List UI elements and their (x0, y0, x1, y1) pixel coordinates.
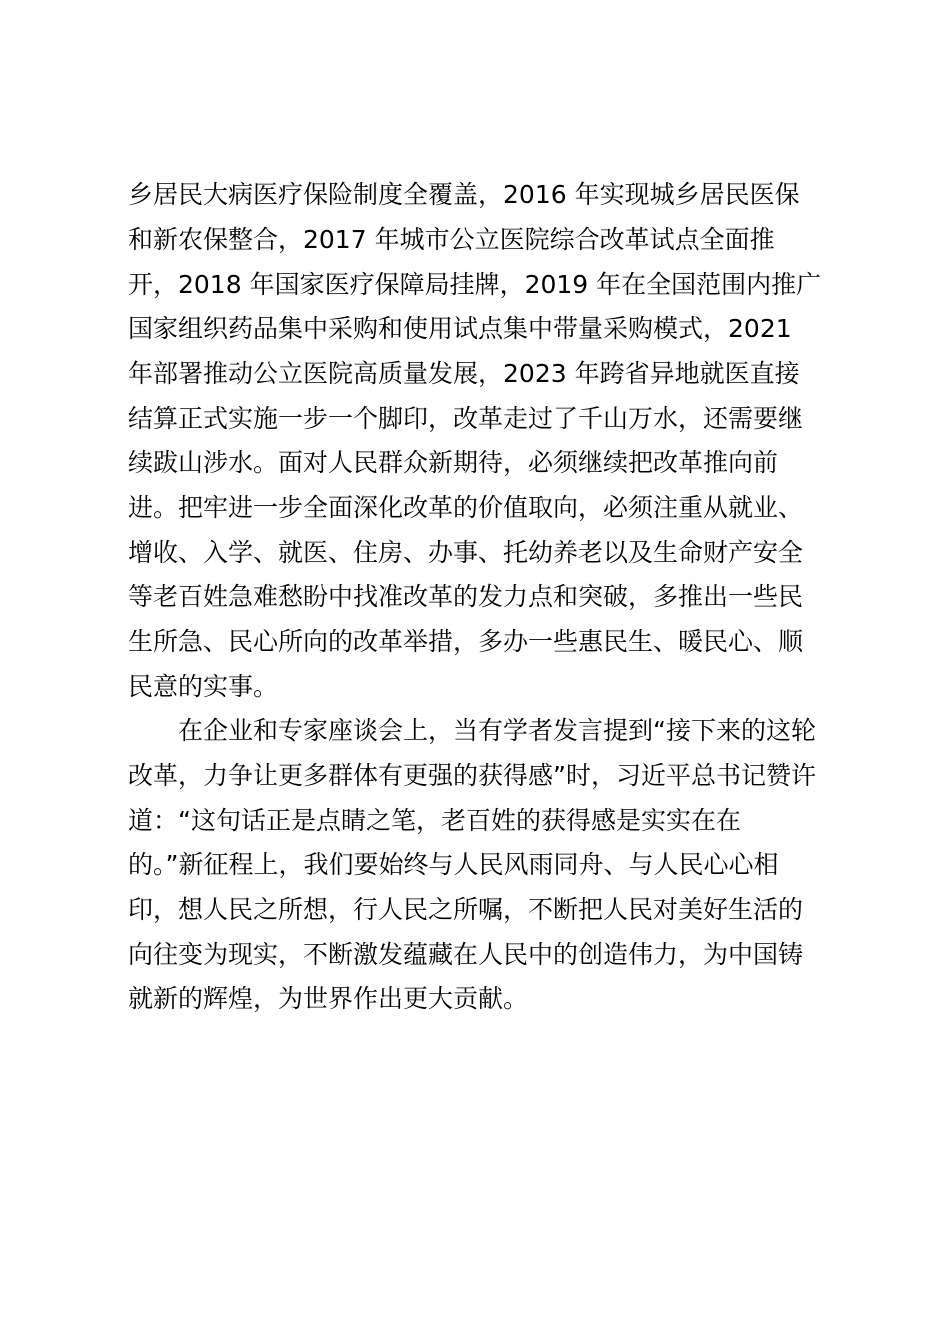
text-line: 的。”新征程上，我们要始终与人民风雨同舟、与人民心心相 (128, 850, 779, 879)
text-line: 结算正式实施一步一个脚印，改革走过了千山万水，还需要继 (128, 404, 804, 433)
text-line: 改革，力争让更多群体有更强的获得感”时，习近平总书记赞许 (128, 761, 816, 790)
text-line: 开，2018 年国家医疗保障局挂牌，2019 年在全国范围内推广 (128, 270, 822, 299)
text-line: 年部署推动公立医院高质量发展，2023 年跨省异地就医直接 (128, 359, 800, 388)
text-line: 乡居民大病医疗保险制度全覆盖，2016 年实现城乡居民医保 (128, 180, 800, 209)
paragraph-start-line: 在企业和专家座谈会上，当有学者发言提到“接下来的这轮 (128, 716, 816, 745)
text-line: 进。把牢进一步全面深化改革的价值取向，必须注重从就业、 (128, 493, 804, 522)
text-line: 国家组织药品集中采购和使用试点集中带量采购模式，2021 (128, 314, 792, 343)
text-line: 增收、入学、就医、住房、办事、托幼养老以及生命财产安全 (128, 538, 804, 567)
text-line: 向往变为现实，不断激发蕴藏在人民中的创造伟力，为中国铸 (128, 940, 804, 969)
text-line: 和新农保整合，2017 年城市公立医院综合改革试点全面推 (128, 225, 775, 254)
text-line: 续跋山涉水。面对人民群众新期待，必须继续把改革推向前 (128, 448, 779, 477)
text-line: 印，想人民之所想，行人民之所嘱，不断把人民对美好生活的 (128, 895, 804, 924)
text-line: 等老百姓急难愁盼中找准改革的发力点和突破，多推出一些民 (128, 582, 804, 611)
text-line: 民意的实事。 (128, 672, 279, 701)
text-line: 道：“这句话正是点睛之笔，老百姓的获得感是实实在在 (128, 806, 741, 835)
text-line: 就新的辉煌，为世界作出更大贡献。 (128, 984, 529, 1013)
text-line: 生所急、民心所向的改革举措，多办一些惠民生、暖民心、顺 (128, 627, 804, 656)
